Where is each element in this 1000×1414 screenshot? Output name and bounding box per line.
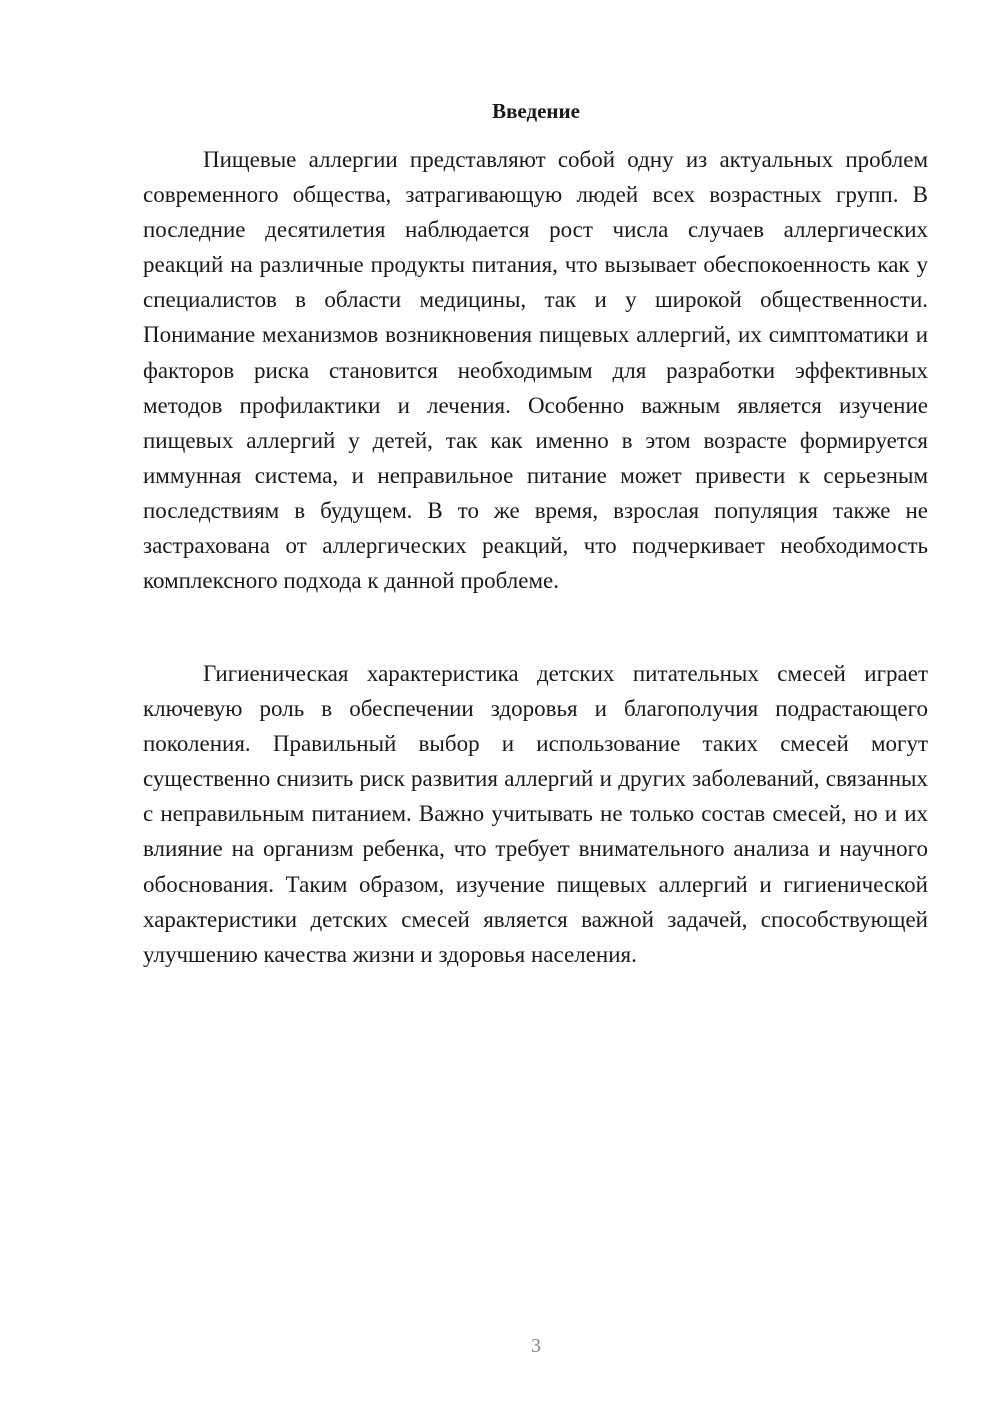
paragraph-infant-formula: Гигиеническая характеристика детских питательных смесей играет ключевую роль в обеспечении здоровья и благополучия подрастающего поколения. Правильный выбор и использование таких смесей могут существенно снизить риск развития аллергий и других заболеваний, связанных с неправильным питанием. Важно учитывать не только состав смесей, но и их влияние на организм ребенка, что требует внимательного анализа и научного обоснования. Таким образом, изучение пищевых аллергий и гигиенической характеристики детских смесей является важной задачей, способствующей улучшению качества жизни и здоровья населения. — [143, 661, 928, 967]
page-number: 3 — [531, 1335, 541, 1357]
section-heading: Введение — [492, 99, 580, 123]
paragraph-intro-allergies: Пищевые аллергии представляют собой одну из актуальных проблем современного общества, затрагивающую людей всех возрастных групп. В последние десятилетия наблюдается рост числа случаев аллергических реакций на различные продукты питания, что вызывает обеспокоенность как у специалистов в области медицины, так и у широкой общественности. Понимание механизмов возникновения пищевых аллергий, их симптоматики и факторов риска становится необходимым для разработки эффективных методов профилактики и лечения. Особенно важным является изучение пищевых аллергий у детей, так как именно в этом возрасте формируется иммунная система, и неправильное питание может привести к серьезным последствиям в будущем. В то же время, взрослая популяция также не застрахована от аллергических реакций, что подчеркивает необходимость комплексного подхода к данной проблеме. — [143, 147, 928, 594]
